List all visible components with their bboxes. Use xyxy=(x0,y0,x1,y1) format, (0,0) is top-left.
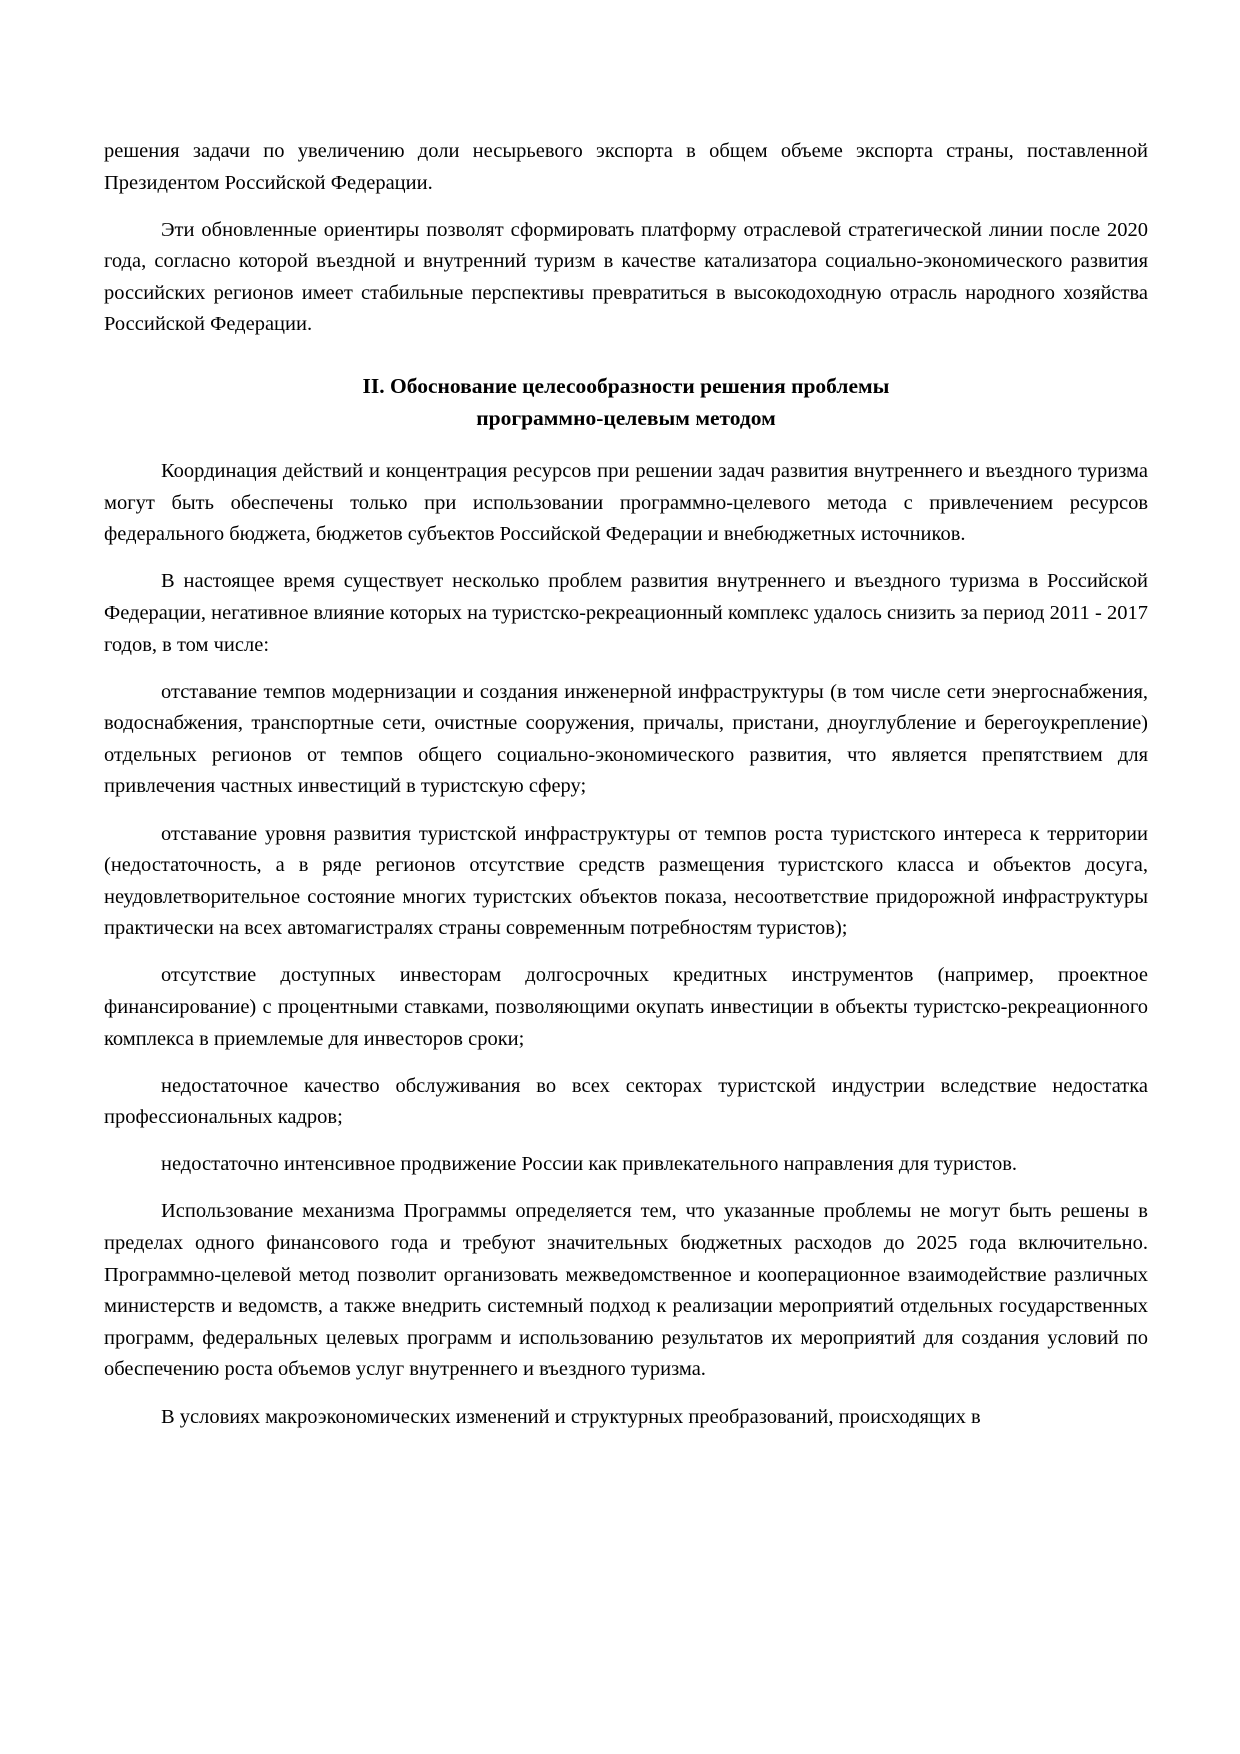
section-heading-line-1: II. Обоснование целесообразности решения проблемы xyxy=(362,374,890,399)
paragraph-coordination: Координация действий и концентрация ресурсов при решении задач развития внутреннего и въездного туризма могут быть обеспечены только при использовании программно-целевого метода с привлечением ресурсов федерального бюджета, бюджетов субъектов Российской Федерации и внебюджетных источников. xyxy=(104,460,1148,546)
section-heading-line-2: программно-целевым методом xyxy=(476,405,776,430)
paragraph-problem-service-quality: недостаточное качество обслуживания во всех секторах туристской индустрии вследствие недостатка профессиональных кадров; xyxy=(104,1074,1148,1129)
paragraph-continuation: решения задачи по увеличению доли несырьевого экспорта в общем объеме экспорта страны, поставленной Президентом Российской Федерации. xyxy=(104,140,1148,194)
paragraph-problem-credit-instruments: отсутствие доступных инвесторам долгосрочных кредитных инструментов (например, проектное финансирование) с процентными ставками, позволяющими окупать инвестиции в объекты туристско-рекреационного комплекса в приемлемые для инвесторов сроки; xyxy=(104,964,1148,1050)
paragraph-updated-benchmarks: Эти обновленные ориентиры позволят сформировать платформу отраслевой стратегической линии после 2020 года, согласно которой въездной и внутренний туризм в качестве катализатора социально-экономического развития российских регионов имеет стабильные перспективы превратиться в высокодоходную отрасль народного хозяйства Российской Федерации. xyxy=(104,218,1148,336)
paragraph-problem-promotion: недостаточно интенсивное продвижение России как привлекательного направления для туристов. xyxy=(161,1153,1018,1176)
paragraph-macroeconomic-conditions: В условиях макроэкономических изменений и структурных преобразований, происходящих в xyxy=(161,1405,981,1428)
paragraph-program-mechanism: Использование механизма Программы определяется тем, что указанные проблемы не могут быть решены в пределах одного финансового года и требуют значительных бюджетных расходов до 2025 года включительно. Программно-целевой метод позволит организовать межведомственное и кооперационное взаимодействие различных министерств и ведомств, а также внедрить системный подход к реализации мероприятий отдельных государственных программ, федеральных целевых программ и использованию результатов их мероприятий для создания условий по обеспечению роста объемов услуг внутреннего и въездного туризма. xyxy=(104,1200,1148,1381)
paragraph-problem-tourist-infrastructure: отставание уровня развития туристской инфраструктуры от темпов роста туристского интереса к территории (недостаточность, а в ряде регионов отсутствие средств размещения туристского класса и объектов досуга, неудовлетворительное состояние многих туристских объектов показа, несоответствие придорожной инфраструктуры практически на всех автомагистралях страны современным потребностям туристов); xyxy=(104,822,1148,940)
section-heading xyxy=(104,371,1148,434)
paragraph-problems-intro: В настоящее время существует несколько проблем развития внутреннего и въездного туризма в Российской Федерации, негативное влияние которых на туристско-рекреационный комплекс удалось снизить за период 2011 - 2017 годов, в том числе: xyxy=(104,570,1148,656)
paragraph-problem-infrastructure-lag: отставание темпов модернизации и создания инженерной инфраструктуры (в том числе сети энергоснабжения, водоснабжения, транспортные сети, очистные сооружения, причалы, пристани, дноуглубление и берегоукрепление) отдельных регионов от темпов общего социально-экономического развития, что является препятствием для привлечения частных инвестиций в туристскую сферу; xyxy=(104,680,1148,798)
